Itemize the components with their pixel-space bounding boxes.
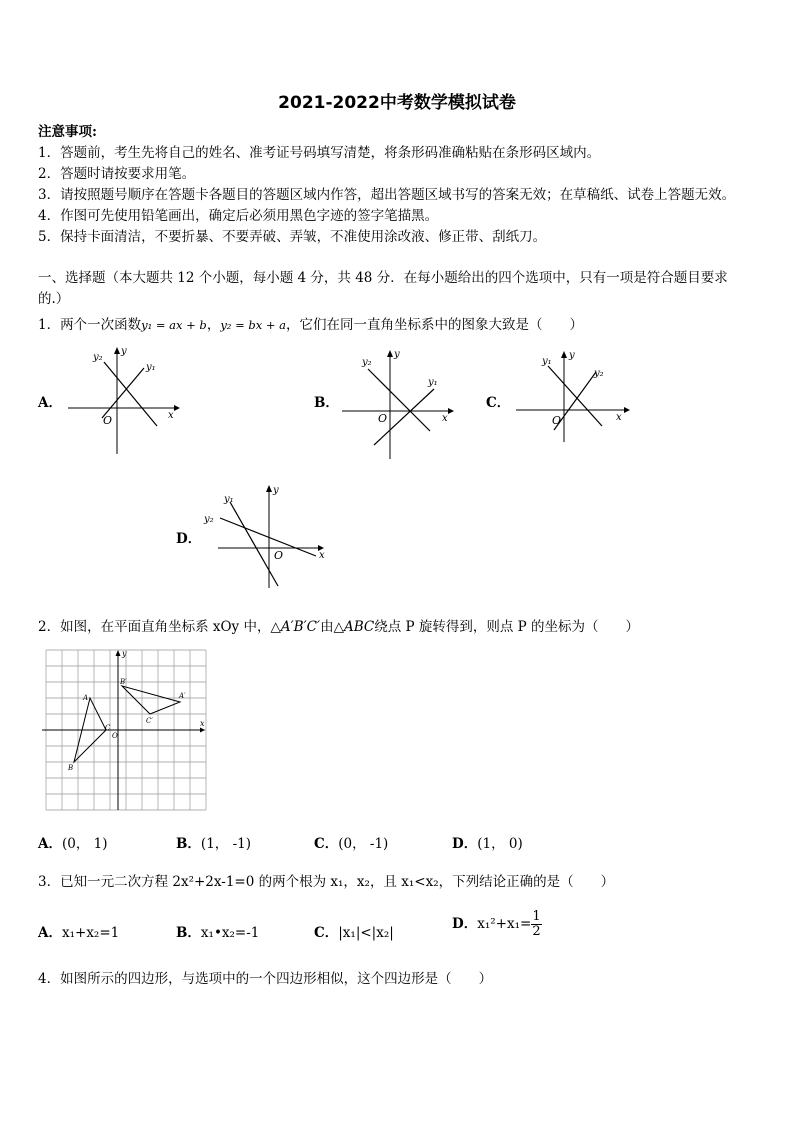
- y-arrow-icon: [114, 347, 120, 354]
- q1-graph-c: [512, 346, 637, 446]
- question-1: [38, 313, 583, 333]
- q2-option-d: [452, 832, 523, 852]
- q3-option-d-fraction: [531, 910, 541, 939]
- label-o: O: [274, 549, 284, 562]
- q2-option-d-text: (1， 0): [477, 836, 523, 852]
- q2-option-c-text: (0， -1): [338, 836, 389, 852]
- question-4: 4．如图所示的四边形，与选项中的一个四边形相似，这个四边形是（ ）: [38, 971, 493, 987]
- q2-coordinate-grid: [40, 648, 210, 813]
- q1-graph-d: [200, 480, 335, 592]
- line-y2: [220, 518, 316, 556]
- q1-option-c-label: C．: [486, 395, 511, 411]
- q1-sep: ，: [206, 317, 221, 333]
- line-y1: [230, 502, 278, 586]
- q3-option-b-label: B．: [176, 925, 201, 941]
- label-y1: y₁: [542, 356, 552, 367]
- label-x: x: [442, 413, 448, 424]
- q3-option-a-label: A．: [38, 925, 62, 941]
- label-b: B: [68, 764, 74, 772]
- q1-eq2: y₂ = bx + a: [220, 318, 287, 332]
- notice-item-2: 2．答题时请按要求用笔。: [38, 166, 196, 182]
- label-c-prime: C′: [146, 717, 153, 725]
- q2-mid: 由: [320, 619, 334, 635]
- notice-heading: 注意事项:: [38, 124, 97, 140]
- q2-prefix: 2．如图，在平面直角坐标系 xOy 中，: [38, 619, 271, 635]
- notice-item-3: 3．请按照题号顺序在答题卡各题目的答题区域内作答，超出答题区域书写的答案无效；在草稿纸、试卷上答题无效。: [38, 187, 736, 203]
- label-y: y: [569, 350, 575, 361]
- q1-suffix: ，它们在同一直角坐标系中的图象大致是（ ）: [286, 317, 584, 333]
- label-y: y: [394, 349, 400, 360]
- label-o: O: [112, 732, 118, 740]
- q2-option-a-text: (0， 1): [61, 836, 108, 852]
- label-x: x: [200, 719, 205, 728]
- label-x: x: [168, 410, 174, 421]
- q1-graph-b: [338, 345, 458, 460]
- q2-option-b-label: B．: [176, 836, 201, 852]
- q2-suffix: 绕点 P 旋转得到，则点 P 的坐标为（ ）: [374, 619, 640, 635]
- q2-option-c: [314, 832, 388, 852]
- triangle-a1b1c1: [122, 686, 180, 714]
- label-y2: y₂: [594, 368, 604, 379]
- label-y: y: [121, 346, 127, 357]
- label-o: O: [378, 412, 388, 425]
- label-y1: y₁: [224, 494, 234, 505]
- label-y: y: [273, 485, 279, 496]
- q2-option-b: [176, 832, 251, 852]
- label-a-prime: A′: [179, 692, 186, 700]
- label-x: x: [616, 412, 622, 423]
- q1-option-d-label: D．: [176, 531, 202, 547]
- q2-option-d-label: D．: [452, 836, 478, 852]
- fraction-denominator: 2: [532, 924, 541, 939]
- q2-option-c-label: C．: [314, 836, 339, 852]
- q1-eq1: y₁ = ax + b: [141, 318, 207, 332]
- q2-triangle-image: △A′B′C′: [270, 619, 321, 635]
- y-arrow-icon: [387, 350, 393, 357]
- section-heading-line1: 一、选择题（本大题共 12 个小题，每小题 4 分，共 48 分．在每小题给出的四个选项中，只有一项是符合题目要求: [38, 270, 728, 286]
- y-arrow-icon: [116, 650, 121, 656]
- q1-option-b-label: B．: [314, 395, 339, 411]
- q3-option-d-text: x₁²+x₁=: [477, 916, 532, 932]
- question-2: [38, 615, 639, 635]
- label-y: y: [122, 649, 127, 658]
- fraction-numerator: 1: [532, 909, 541, 924]
- label-y2: y₂: [93, 352, 103, 363]
- label-y2: y₂: [362, 357, 372, 368]
- q1-option-a-label: A．: [38, 395, 62, 411]
- section-heading-line2: 的.）: [38, 291, 70, 307]
- x-arrow-icon: [200, 728, 205, 733]
- q1-graph-a: [62, 342, 187, 457]
- q2-option-a: [38, 832, 108, 852]
- x-arrow-icon: [174, 405, 180, 411]
- x-arrow-icon: [448, 408, 454, 414]
- y-arrow-icon: [561, 351, 567, 358]
- page-title: 2021-2022中考数学模拟试卷: [278, 93, 516, 113]
- label-o: O: [552, 414, 562, 427]
- q3-option-b: [176, 921, 259, 941]
- q3-option-c-label: C．: [314, 925, 339, 941]
- q2-triangle-original: △ABC: [333, 619, 375, 635]
- x-arrow-icon: [624, 407, 630, 413]
- label-y1: y₁: [146, 362, 156, 373]
- label-y1: y₁: [428, 377, 438, 388]
- q3-option-a-text: x₁+x₂=1: [61, 925, 120, 941]
- q3-option-c-text: |x₁|<|x₂|: [338, 925, 394, 941]
- q3-option-b-text: x₁•x₂=-1: [200, 925, 260, 941]
- label-a: A: [83, 694, 89, 702]
- y-arrow-icon: [266, 485, 272, 492]
- q3-option-d: [452, 910, 542, 939]
- notice-item-1: 1．答题前，考生先将自己的姓名、准考证号码填写清楚，将条形码准确粘贴在条形码区域内。: [38, 145, 601, 161]
- q1-prefix: 1．两个一次函数: [38, 317, 142, 333]
- question-3: 3．已知一元二次方程 2x²+2x-1=0 的两个根为 x₁，x₂，且 x₁<x₂，下列结论正确的是（ ）: [38, 874, 615, 890]
- q3-option-c: [314, 921, 394, 941]
- q3-option-d-label: D．: [452, 916, 478, 932]
- q2-option-a-label: A．: [38, 836, 62, 852]
- notice-item-5: 5．保持卡面清洁，不要折暴、不要弄破、弄皱，不准使用涂改液、修正带、刮纸刀。: [38, 229, 547, 245]
- label-c: C: [105, 724, 111, 732]
- label-y2: y₂: [204, 514, 214, 525]
- label-x: x: [319, 550, 325, 561]
- line-y1: [102, 368, 144, 418]
- q3-option-a: [38, 921, 119, 941]
- q2-option-b-text: (1， -1): [200, 836, 251, 852]
- label-b-prime: B′: [120, 678, 127, 686]
- notice-item-4: 4．作图可先使用铅笔画出，确定后必须用黑色字迹的签字笔描黑。: [38, 208, 439, 224]
- label-o: O: [103, 414, 113, 427]
